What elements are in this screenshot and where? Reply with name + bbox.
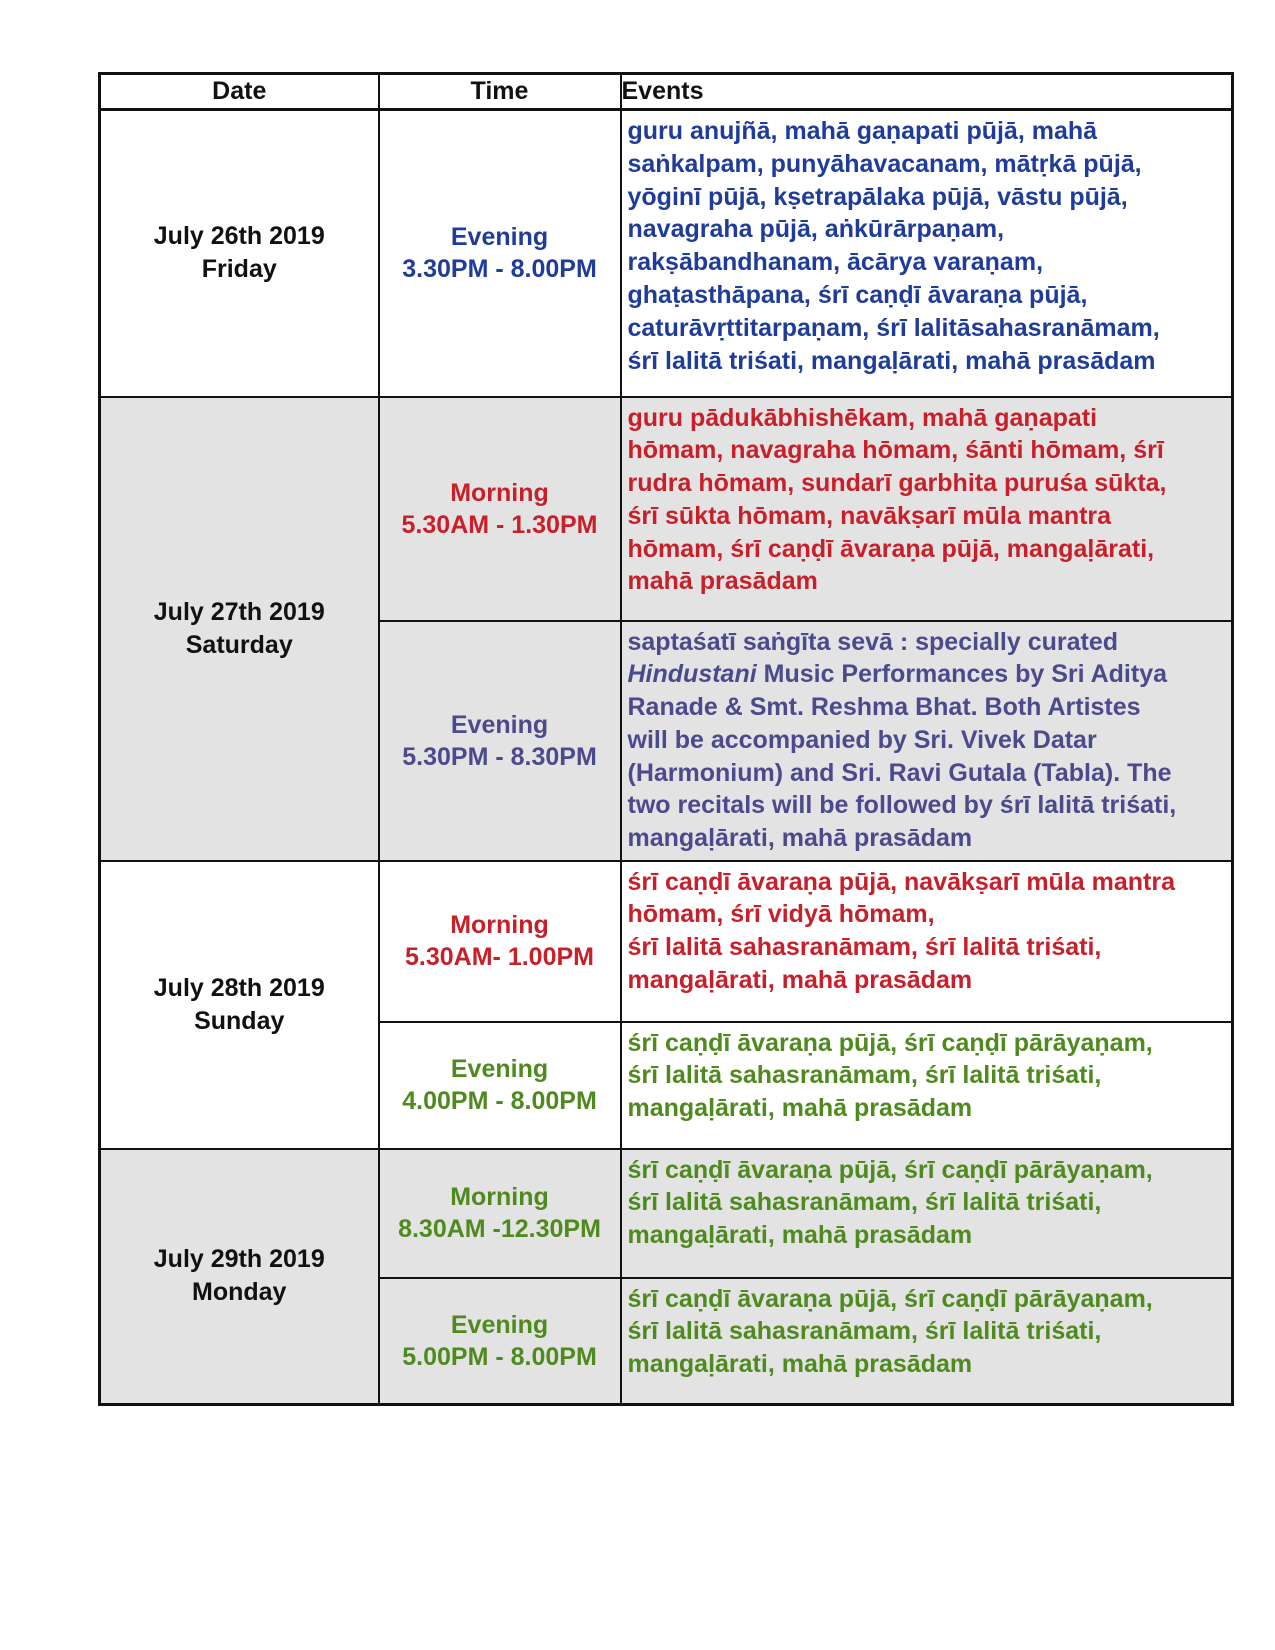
date-cell [100,861,379,1149]
period-text: Morning [450,478,549,507]
italic-text: Hindustani [627,660,757,689]
weekday-text: Friday [201,255,277,284]
events-cell [621,1022,1233,1149]
period-text: Morning [450,1183,549,1211]
date-text: July 27th 2019 [153,597,325,626]
hours-text: 8.30AM -12.30PM [398,1215,601,1243]
event-line: śrī caṇḍī āvaraṇa pūjā, śrī caṇḍī pārāyaṇam, [627,1284,1153,1313]
event-line: mangaḷārati, mahā prasādam [627,1350,973,1379]
header-events: Events [621,74,1233,110]
event-line: Ranade & Smt. Reshma Bhat. Both Artistes [627,693,1141,722]
time-cell [379,1022,621,1149]
event-line: navagraha pūjā, aṅkūrārpaṇam, [627,215,1005,244]
event-line: caturāvṛttitarpaṇam, śrī lalitāsahasranāmam, [627,313,1160,342]
event-line: two recitals will be followed by śrī lalitā triśati, [627,791,1177,820]
event-line: rudra hōmam, sundarī garbhita puruśa sūkta, [627,469,1167,498]
event-line: hōmam, śrī caṇḍī āvaraṇa pūjā, mangaḷārati, [627,534,1155,563]
hours-text: 4.00PM - 8.00PM [402,1087,597,1115]
date-cell [100,1149,379,1405]
time-cell [379,861,621,1022]
event-line: śrī lalitā sahasranāmam, śrī lalitā triśati, [627,933,1102,962]
hours-text: 5.30PM - 8.30PM [402,742,597,771]
period-text: Evening [450,1055,549,1083]
date-text: July 26th 2019 [153,222,325,251]
events-cell [621,1149,1233,1278]
event-line: mangaḷārati, mahā prasādam [627,1221,973,1250]
period-text: Morning [450,911,549,939]
event-line [628,658,1228,691]
period-text: Evening [450,223,549,252]
header-row [100,74,1233,110]
events-cell [621,397,1233,621]
schedule-table [98,72,1234,1406]
events-cell [621,110,1233,397]
event-line: śrī caṇḍī āvaraṇa pūjā, śrī caṇḍī pārāyaṇam, [627,1028,1153,1057]
event-line: yōginī pūjā, kṣetrapālaka pūjā, vāstu pūjā, [627,182,1128,211]
event-line: hōmam, navagraha hōmam, śānti hōmam, śrī [627,436,1164,465]
event-line: guru pādukābhishēkam, mahā gaṇapati [627,403,1098,432]
table-row [100,110,1233,397]
event-line: mahā prasādam [627,567,818,596]
hours-text: 3.30PM - 8.00PM [402,255,597,284]
event-line: mangaḷārati, mahā prasādam [627,824,973,853]
weekday-text: Sunday [194,1006,285,1035]
event-line: śrī sūkta hōmam, navākṣarī mūla mantra [627,501,1112,530]
time-cell [379,1278,621,1405]
date-text: July 29th 2019 [153,1245,325,1274]
event-line: śrī lalitā sahasranāmam, śrī lalitā triśati, [627,1188,1102,1217]
date-text: July 28th 2019 [153,973,325,1002]
events-cell [621,621,1233,861]
event-line: śrī lalitā sahasranāmam, śrī lalitā triśati, [627,1061,1102,1090]
header-time: Time [379,74,621,110]
period-text: Evening [450,710,549,739]
table-row [100,861,1233,1022]
event-line: śrī caṇḍī āvaraṇa pūjā, navākṣarī mūla mantra [627,867,1175,896]
hours-text: 5.30AM- 1.00PM [405,943,594,971]
time-cell [379,621,621,861]
event-line: saptaśatī saṅgīta sevā : specially curated [627,627,1119,656]
event-fragment: Music Performances by Sri Aditya [756,660,1167,689]
period-text: Evening [450,1310,549,1339]
event-line: saṅkalpam, punyāhavacanam, mātṛkā pūjā, [627,149,1142,178]
table-row [100,397,1233,621]
hours-text: 5.00PM - 8.00PM [402,1342,597,1371]
time-cell [379,397,621,621]
event-line: (Harmonium) and Sri. Ravi Gutala (Tabla). The [627,758,1172,787]
date-cell [100,110,379,397]
header-date: Date [100,74,379,110]
event-line: śrī lalitā triśati, mangaḷārati, mahā prasādam [627,346,1156,375]
weekday-text: Saturday [185,630,293,659]
event-line: will be accompanied by Sri. Vivek Datar [627,725,1097,754]
events-cell [621,1278,1233,1405]
event-line: śrī lalitā sahasranāmam, śrī lalitā triśati, [627,1317,1102,1346]
time-cell [379,110,621,397]
event-line: mangaḷārati, mahā prasādam [627,965,973,994]
hours-text: 5.30AM - 1.30PM [401,510,598,539]
table-row [100,1149,1233,1278]
event-line: mangaḷārati, mahā prasādam [627,1094,973,1123]
event-line: śrī caṇḍī āvaraṇa pūjā, śrī caṇḍī pārāyaṇam, [627,1155,1153,1184]
event-line: ghaṭasthāpana, śrī caṇḍī āvaraṇa pūjā, [627,280,1088,309]
event-line: guru anujñā, mahā gaṇapati pūjā, mahā [627,117,1098,145]
event-line: rakṣābandhanam, ācārya varaṇam, [627,248,1044,277]
weekday-text: Monday [192,1278,287,1307]
event-line: hōmam, śrī vidyā hōmam, [627,900,935,929]
events-cell [621,861,1233,1022]
time-cell [379,1149,621,1278]
date-cell [100,397,379,861]
